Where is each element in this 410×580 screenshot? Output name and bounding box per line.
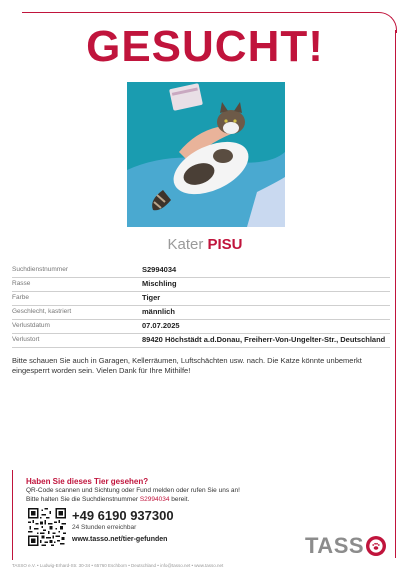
tasso-logo (305, 535, 387, 557)
details-value: S2994034 (142, 265, 177, 274)
pet-kind: Kater (167, 236, 204, 253)
phone-number[interactable]: +49 6190 937300 (72, 508, 174, 523)
cta-line-2 (26, 496, 306, 505)
details-row (12, 292, 390, 306)
footer-address: TASSO e.V. • Ludwig-Erhard-Str. 30-34 • 65760 Eschborn • Deutschland • info@tasso.net • www.tasso.net (12, 563, 224, 568)
details-row (12, 278, 390, 292)
cta-line-1: QR-Code scannen und Sichtung oder Fund melden oder rufen Sie uns an! (26, 487, 240, 494)
found-report-link[interactable]: www.tasso.net/tier-gefunden (72, 536, 168, 543)
cta-line-2-before: Bitte halten Sie die Suchdienstnummer (26, 495, 140, 503)
cta-heading: Haben Sie dieses Tier gesehen? (26, 477, 149, 486)
details-row (12, 306, 390, 320)
cta-search-number: S2994034 (139, 495, 170, 503)
details-label: Verlustort (12, 336, 40, 343)
qr-code[interactable] (28, 508, 66, 546)
poster-headline: GESUCHT! (86, 22, 324, 71)
pet-title (0, 236, 410, 253)
pet-name: PISU (207, 236, 243, 253)
availability-note: 24 Stunden erreichbar (72, 524, 137, 531)
details-label: Rasse (12, 280, 31, 287)
details-value: 07.07.2025 (142, 321, 180, 330)
cta-instructions (26, 487, 306, 504)
search-hint-paragraph: Bitte schauen Sie auch in Garagen, Kellerräumen, Luftschächten usw. nach. Die Katze könnte unbemerkt eingesperrt worden sein. Vielen Dank für Ihre Mithilfe! (12, 356, 362, 375)
page-frame-right (395, 30, 396, 558)
details-label: Suchdienstnummer (12, 266, 68, 273)
logo-letters: TASS (305, 533, 365, 558)
details-label: Farbe (12, 294, 29, 301)
cta-line-2-after: bereit. (169, 495, 190, 503)
details-label: Geschlecht, kastriert (12, 308, 72, 315)
paw-icon (365, 535, 387, 557)
details-value: männlich (142, 307, 175, 316)
details-value: 89420 Höchstädt a.d.Donau, Freiherr-Von-Ungelter-Str., Deutschland (142, 335, 386, 344)
page-frame-left (12, 470, 13, 560)
details-value: Tiger (142, 293, 161, 302)
details-value: Mischling (142, 279, 177, 288)
details-row (12, 334, 390, 348)
details-table (12, 264, 390, 348)
details-row (12, 264, 390, 278)
details-label: Verlustdatum (12, 322, 50, 329)
cat-photo (127, 82, 285, 227)
details-row (12, 320, 390, 334)
